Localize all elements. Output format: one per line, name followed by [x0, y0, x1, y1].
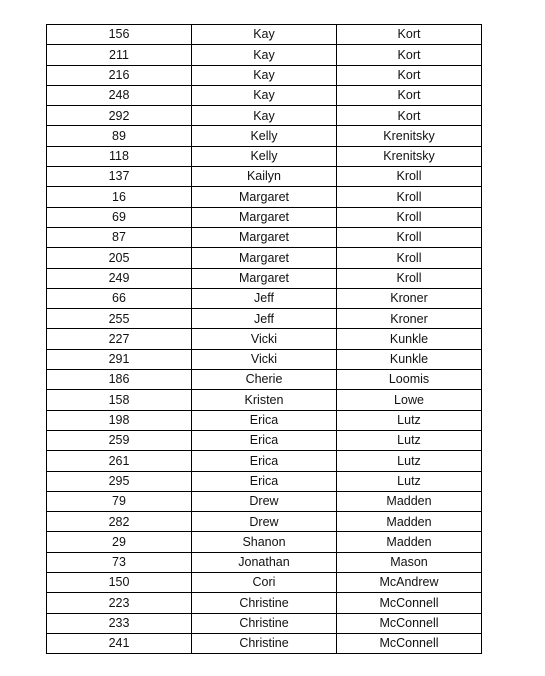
- id-number-cell: 248: [47, 85, 192, 105]
- id-number-cell: 137: [47, 167, 192, 187]
- last-name-cell: Kroll: [337, 227, 482, 247]
- first-name-cell: Kristen: [192, 390, 337, 410]
- id-number-cell: 73: [47, 552, 192, 572]
- table-row: [47, 370, 482, 390]
- last-name-cell: Lowe: [337, 390, 482, 410]
- first-name-cell: Margaret: [192, 187, 337, 207]
- last-name-cell: Madden: [337, 512, 482, 532]
- id-number-cell: 16: [47, 187, 192, 207]
- id-number-cell: 158: [47, 390, 192, 410]
- id-number-cell: 69: [47, 207, 192, 227]
- last-name-cell: Lutz: [337, 471, 482, 491]
- table-row: [47, 552, 482, 572]
- table-row: [47, 187, 482, 207]
- first-name-cell: Christine: [192, 613, 337, 633]
- table-row: [47, 573, 482, 593]
- table-row: [47, 491, 482, 511]
- table-row: [47, 349, 482, 369]
- last-name-cell: Kroll: [337, 248, 482, 268]
- last-name-cell: Kroner: [337, 309, 482, 329]
- id-number-cell: 292: [47, 106, 192, 126]
- last-name-cell: Loomis: [337, 370, 482, 390]
- first-name-cell: Cherie: [192, 370, 337, 390]
- last-name-cell: Krenitsky: [337, 146, 482, 166]
- first-name-cell: Jeff: [192, 309, 337, 329]
- table-row: [47, 25, 482, 45]
- first-name-cell: Erica: [192, 471, 337, 491]
- id-number-cell: 291: [47, 349, 192, 369]
- table-row: [47, 329, 482, 349]
- table-row: [47, 532, 482, 552]
- roster-table-body: [47, 25, 482, 654]
- id-number-cell: 241: [47, 633, 192, 653]
- first-name-cell: Erica: [192, 430, 337, 450]
- table-row: [47, 227, 482, 247]
- last-name-cell: Kroner: [337, 288, 482, 308]
- first-name-cell: Drew: [192, 512, 337, 532]
- table-row: [47, 248, 482, 268]
- id-number-cell: 295: [47, 471, 192, 491]
- last-name-cell: McConnell: [337, 613, 482, 633]
- table-row: [47, 633, 482, 653]
- table-row: [47, 126, 482, 146]
- id-number-cell: 87: [47, 227, 192, 247]
- last-name-cell: Kroll: [337, 187, 482, 207]
- last-name-cell: Mason: [337, 552, 482, 572]
- id-number-cell: 223: [47, 593, 192, 613]
- id-number-cell: 150: [47, 573, 192, 593]
- first-name-cell: Jeff: [192, 288, 337, 308]
- table-row: [47, 268, 482, 288]
- first-name-cell: Vicki: [192, 329, 337, 349]
- first-name-cell: Vicki: [192, 349, 337, 369]
- table-row: [47, 410, 482, 430]
- id-number-cell: 198: [47, 410, 192, 430]
- id-number-cell: 255: [47, 309, 192, 329]
- table-row: [47, 288, 482, 308]
- first-name-cell: Kay: [192, 45, 337, 65]
- first-name-cell: Margaret: [192, 268, 337, 288]
- table-row: [47, 430, 482, 450]
- table-row: [47, 167, 482, 187]
- last-name-cell: Kort: [337, 65, 482, 85]
- id-number-cell: 89: [47, 126, 192, 146]
- last-name-cell: McConnell: [337, 593, 482, 613]
- id-number-cell: 227: [47, 329, 192, 349]
- id-number-cell: 233: [47, 613, 192, 633]
- first-name-cell: Erica: [192, 410, 337, 430]
- first-name-cell: Margaret: [192, 227, 337, 247]
- last-name-cell: Kort: [337, 106, 482, 126]
- last-name-cell: Kunkle: [337, 329, 482, 349]
- table-row: [47, 85, 482, 105]
- last-name-cell: Lutz: [337, 410, 482, 430]
- table-row: [47, 512, 482, 532]
- id-number-cell: 118: [47, 146, 192, 166]
- first-name-cell: Margaret: [192, 207, 337, 227]
- first-name-cell: Kailyn: [192, 167, 337, 187]
- first-name-cell: Drew: [192, 491, 337, 511]
- last-name-cell: Kroll: [337, 268, 482, 288]
- last-name-cell: Kunkle: [337, 349, 482, 369]
- last-name-cell: Lutz: [337, 451, 482, 471]
- table-row: [47, 471, 482, 491]
- last-name-cell: Lutz: [337, 430, 482, 450]
- table-row: [47, 146, 482, 166]
- first-name-cell: Kay: [192, 85, 337, 105]
- id-number-cell: 249: [47, 268, 192, 288]
- table-row: [47, 207, 482, 227]
- roster-table: [46, 24, 482, 654]
- first-name-cell: Erica: [192, 451, 337, 471]
- table-row: [47, 390, 482, 410]
- first-name-cell: Kay: [192, 65, 337, 85]
- first-name-cell: Kay: [192, 25, 337, 45]
- id-number-cell: 259: [47, 430, 192, 450]
- last-name-cell: McConnell: [337, 633, 482, 653]
- last-name-cell: Madden: [337, 532, 482, 552]
- last-name-cell: Krenitsky: [337, 126, 482, 146]
- table-row: [47, 613, 482, 633]
- last-name-cell: Kort: [337, 45, 482, 65]
- id-number-cell: 261: [47, 451, 192, 471]
- last-name-cell: McAndrew: [337, 573, 482, 593]
- first-name-cell: Shanon: [192, 532, 337, 552]
- last-name-cell: Madden: [337, 491, 482, 511]
- table-row: [47, 451, 482, 471]
- last-name-cell: Kort: [337, 85, 482, 105]
- id-number-cell: 29: [47, 532, 192, 552]
- id-number-cell: 79: [47, 491, 192, 511]
- first-name-cell: Kelly: [192, 146, 337, 166]
- first-name-cell: Kelly: [192, 126, 337, 146]
- id-number-cell: 156: [47, 25, 192, 45]
- last-name-cell: Kroll: [337, 167, 482, 187]
- id-number-cell: 216: [47, 65, 192, 85]
- id-number-cell: 205: [47, 248, 192, 268]
- first-name-cell: Jonathan: [192, 552, 337, 572]
- id-number-cell: 282: [47, 512, 192, 532]
- last-name-cell: Kroll: [337, 207, 482, 227]
- first-name-cell: Margaret: [192, 248, 337, 268]
- first-name-cell: Kay: [192, 106, 337, 126]
- id-number-cell: 211: [47, 45, 192, 65]
- table-row: [47, 45, 482, 65]
- last-name-cell: Kort: [337, 25, 482, 45]
- first-name-cell: Christine: [192, 633, 337, 653]
- table-row: [47, 65, 482, 85]
- table-row: [47, 106, 482, 126]
- first-name-cell: Christine: [192, 593, 337, 613]
- first-name-cell: Cori: [192, 573, 337, 593]
- table-row: [47, 593, 482, 613]
- id-number-cell: 66: [47, 288, 192, 308]
- id-number-cell: 186: [47, 370, 192, 390]
- table-row: [47, 309, 482, 329]
